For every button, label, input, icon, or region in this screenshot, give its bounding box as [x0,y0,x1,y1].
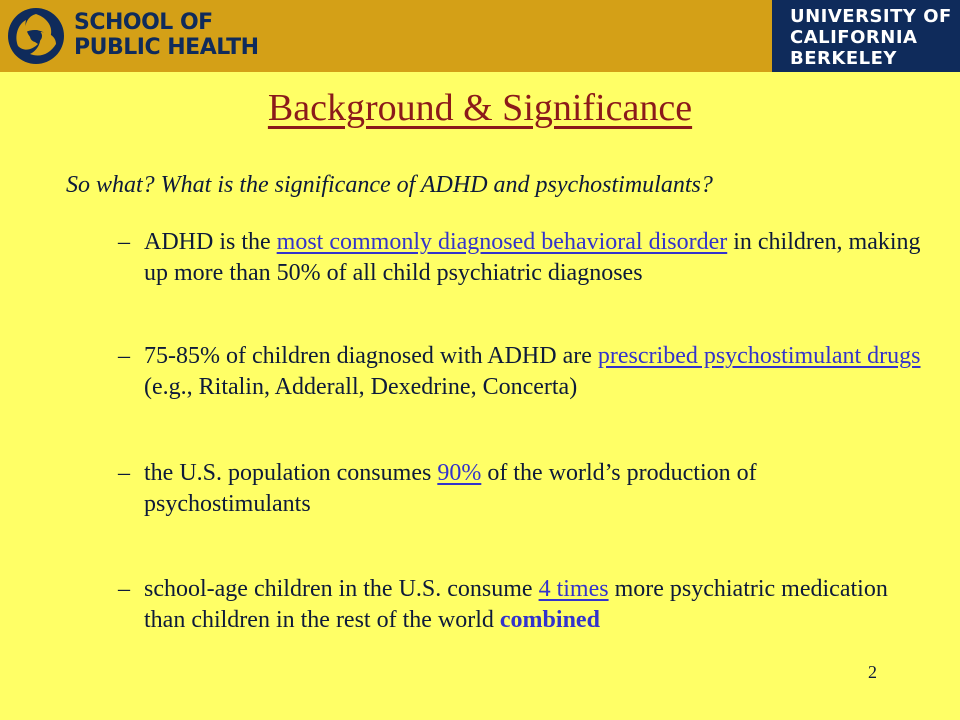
university-name-line3: BERKELEY [790,48,897,69]
bullet-text: ADHD is the most commonly diagnosed behavioral disorder in children, making up more than 50% of all child psychiatric diagnoses [144,229,921,286]
bullet-link[interactable]: 4 times [538,576,609,602]
school-name-line1: SCHOOL OF [74,10,213,35]
slide-subtitle: So what? What is the significance of ADHD and psychostimulants? [66,172,713,198]
school-of-public-health-logo-icon [4,4,68,68]
school-name [74,10,259,60]
bullet-link[interactable]: 90% [437,460,482,486]
university-name-line2: CALIFORNIA [790,27,918,48]
slide-title [0,86,960,130]
bullet-emphasis: combined [499,607,600,633]
bullet-dash: – [118,576,130,602]
bullet-link[interactable]: prescribed psychostimulant drugs [597,343,921,369]
university-name [790,6,952,69]
page-number: 2 [868,662,877,682]
school-name-line2: PUBLIC HEALTH [74,35,259,60]
slide-title-text: Background & Significance [267,87,693,129]
bullet-text: school-age children in the U.S. consume 4 times more psychiatric medication than children in the rest of the world combined [144,576,888,633]
bullet-text: the U.S. population consumes 90% of the world’s production of psychostimulants [144,460,757,517]
bullet-link[interactable]: most commonly diagnosed behavioral disorder [276,229,728,255]
bullet-dash: – [118,229,130,255]
bullet-dash: – [118,343,130,369]
bullet-text: 75-85% of children diagnosed with ADHD are prescribed psychostimulant drugs (e.g., Ritalin, Adderall, Dexedrine, Concerta) [144,343,921,400]
header-bar [0,0,960,72]
university-name-line1: UNIVERSITY OF [790,6,952,27]
bullet-dash: – [118,460,130,486]
university-logo-box [772,0,960,72]
